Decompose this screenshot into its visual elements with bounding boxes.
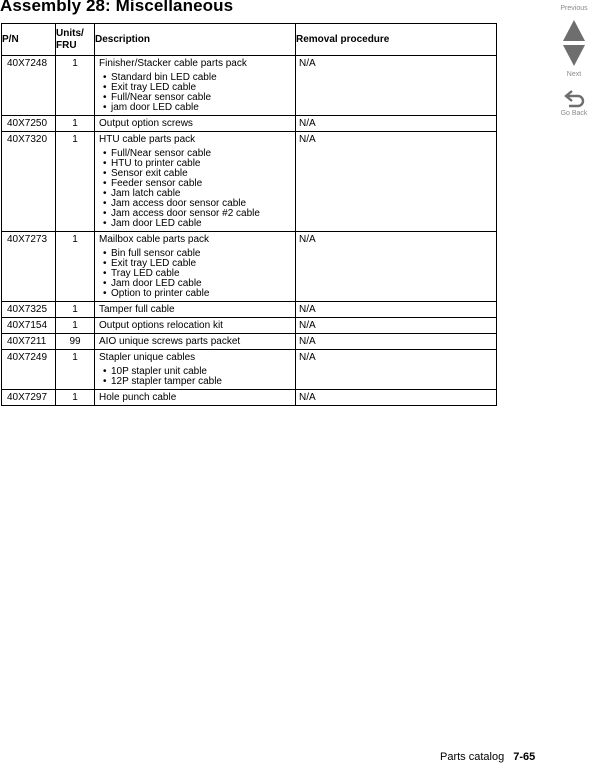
- table-row: [2, 350, 497, 390]
- list-item: • Standard bin LED cable: [103, 73, 295, 83]
- list-item: • Jam door LED cable: [103, 219, 295, 229]
- cell-units: 99: [56, 334, 95, 350]
- table-row: [2, 116, 497, 132]
- cell-description: [95, 132, 296, 232]
- cell-description: [95, 116, 296, 132]
- cell-units: 1: [56, 116, 95, 132]
- cell-removal: N/A: [296, 334, 497, 350]
- sub-item-list: [99, 149, 295, 229]
- footer-page-number: 7-65: [513, 751, 536, 763]
- cell-removal: N/A: [296, 232, 497, 302]
- list-item: • HTU to printer cable: [103, 159, 295, 169]
- cell-pn: 40X7325: [2, 302, 56, 318]
- description-text: Tamper full cable: [99, 304, 175, 315]
- description-text: Finisher/Stacker cable parts pack: [99, 58, 247, 69]
- list-item: • Tray LED cable: [103, 269, 295, 279]
- cell-pn: 40X7211: [2, 334, 56, 350]
- cell-removal: N/A: [296, 350, 497, 390]
- previous-link[interactable]: Previous: [560, 5, 588, 12]
- cell-removal: N/A: [296, 132, 497, 232]
- header-description: Description: [95, 24, 296, 56]
- cell-removal: N/A: [296, 318, 497, 334]
- parts-table: [1, 23, 497, 406]
- cell-units: 1: [56, 56, 95, 116]
- list-item: • Jam door LED cable: [103, 279, 295, 289]
- list-item: • Full/Near sensor cable: [103, 93, 295, 103]
- description-text: AIO unique screws parts packet: [99, 336, 241, 347]
- cell-description: [95, 56, 296, 116]
- cell-pn: 40X7249: [2, 350, 56, 390]
- cell-pn: 40X7154: [2, 318, 56, 334]
- go-back-link[interactable]: Go Back: [560, 110, 588, 117]
- cell-removal: N/A: [296, 302, 497, 318]
- cell-description: [95, 334, 296, 350]
- page-title: Assembly 28: Miscellaneous: [0, 0, 234, 15]
- table-row: [2, 56, 497, 116]
- description-text: HTU cable parts pack: [99, 134, 196, 145]
- header-removal: Removal procedure: [296, 24, 497, 56]
- cell-units: 1: [56, 390, 95, 406]
- list-item: • Bin full sensor cable: [103, 249, 295, 259]
- cell-description: [95, 302, 296, 318]
- cell-pn: 40X7273: [2, 232, 56, 302]
- list-item: • Jam latch cable: [103, 189, 295, 199]
- header-units-line2: FRU: [56, 39, 77, 51]
- cell-pn: 40X7250: [2, 116, 56, 132]
- list-item: • 12P stapler tamper cable: [103, 377, 295, 387]
- header-units-line1: Units/: [56, 27, 84, 39]
- table-row: [2, 334, 497, 350]
- cell-pn: 40X7320: [2, 132, 56, 232]
- list-item: • 10P stapler unit cable: [103, 367, 295, 377]
- table-row: [2, 318, 497, 334]
- table-row: [2, 302, 497, 318]
- description-text: Stapler unique cables: [99, 352, 196, 363]
- list-item: • Sensor exit cable: [103, 169, 295, 179]
- cell-units: 1: [56, 132, 95, 232]
- sub-item-list: [99, 249, 295, 299]
- cell-units: 1: [56, 350, 95, 390]
- list-item: • Option to printer cable: [103, 289, 295, 299]
- list-item: • Exit tray LED cable: [103, 259, 295, 269]
- header-pn: P/N: [2, 24, 56, 56]
- cell-description: [95, 232, 296, 302]
- footer-section: Parts catalog: [440, 751, 505, 763]
- triangle-down-icon[interactable]: [563, 45, 585, 66]
- table-header-row: [2, 24, 497, 56]
- sub-item-list: [99, 73, 295, 113]
- table-body: [2, 56, 497, 406]
- description-text: Output options relocation kit: [99, 320, 223, 331]
- cell-units: 1: [56, 232, 95, 302]
- description-text: Hole punch cable: [99, 392, 177, 403]
- list-item: • Jam access door sensor #2 cable: [103, 209, 295, 219]
- table-row: [2, 132, 497, 232]
- go-back-arrow-icon[interactable]: [563, 88, 587, 108]
- list-item: • Feeder sensor cable: [103, 179, 295, 189]
- cell-removal: N/A: [296, 56, 497, 116]
- sub-item-list: [99, 367, 295, 387]
- cell-units: 1: [56, 318, 95, 334]
- cell-description: [95, 390, 296, 406]
- next-link[interactable]: Next: [566, 71, 582, 78]
- list-item: • Full/Near sensor cable: [103, 149, 295, 159]
- cell-units: 1: [56, 302, 95, 318]
- list-item: • Exit tray LED cable: [103, 83, 295, 93]
- cell-pn: 40X7297: [2, 390, 56, 406]
- list-item: • jam door LED cable: [103, 103, 295, 113]
- header-units: [56, 24, 95, 56]
- description-text: Output option screws: [99, 118, 193, 129]
- triangle-up-icon[interactable]: [563, 20, 585, 41]
- description-text: Mailbox cable parts pack: [99, 234, 210, 245]
- list-item: • Jam access door sensor cable: [103, 199, 295, 209]
- page-footer: [440, 751, 535, 763]
- table-row: [2, 232, 497, 302]
- cell-description: [95, 318, 296, 334]
- cell-description: [95, 350, 296, 390]
- cell-pn: 40X7248: [2, 56, 56, 116]
- cell-removal: N/A: [296, 116, 497, 132]
- cell-removal: N/A: [296, 390, 497, 406]
- table-row: [2, 390, 497, 406]
